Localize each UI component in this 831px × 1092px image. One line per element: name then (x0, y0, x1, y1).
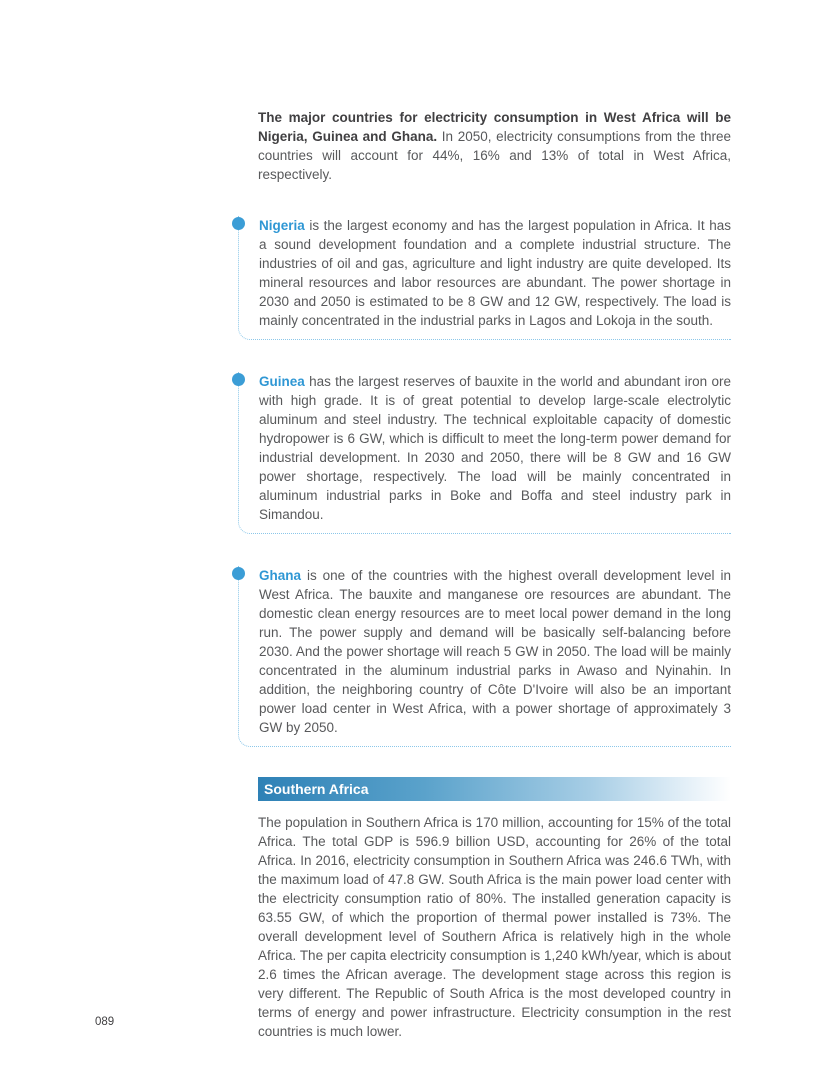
bullet-text-nigeria: is the largest economy and has the largest population in Africa. It has a sound development foundation and a complete industrial structure. The industries of oil and gas, agriculture and light industry are quite developed. Its mineral resources and labor resources are abundant. The power shortage in 2030 and 2050 is estimated to be 8 GW and 12 GW, respectively. The load is mainly concentrated in the industrial parks in Lagos and Lokoja in the south. (259, 218, 731, 328)
bullet-paragraph (259, 372, 731, 524)
intro-bold-text: The major countries for electricity consumption in West Africa will be Nigeria, Guinea and Ghana. (258, 110, 731, 144)
content-column (258, 108, 731, 1041)
country-name-guinea: Guinea (259, 374, 305, 389)
bullet-block-guinea (238, 372, 731, 534)
intro-paragraph (258, 108, 731, 184)
section-header-southern-africa: Southern Africa (258, 777, 731, 801)
bullet-block-ghana (238, 566, 731, 747)
bullet-dot-icon (232, 373, 245, 386)
bullet-text-ghana: is one of the countries with the highest overall development level in West Africa. The bauxite and manganese ore resources are abundant. The domestic clean energy resources are to meet local power demand in the long run. The power supply and demand will be basically self-balancing before 2030. And the power shortage will reach 5 GW in 2050. The load will be mainly concentrated in the aluminum industrial parks in Awaso and Nyinahin. In addition, the neighboring country of Côte D'Ivoire will also be an important power load center in West Africa, with a power shortage of approximately 3 GW by 2050. (259, 568, 731, 735)
intro-regular-text: In 2050, electricity consumptions from the three countries will account for 44%, 16% and 13% of total in West Africa, respectively. (258, 129, 732, 182)
bullet-paragraph (259, 216, 731, 330)
bullet-dot-icon (232, 567, 245, 580)
section-body-paragraph: The population in Southern Africa is 170 million, accounting for 15% of the total Africa. The total GDP is 596.9 billion USD, accounting for 26% of the total Africa. In 2016, electricity consumption in Southern Africa was 246.6 TWh, with the maximum load of 47.8 GW. South Africa is the main power load center with the electricity consumption ratio of 80%. The installed generation capacity is 63.55 GW, of which the proportion of thermal power installed is 73%. The overall development level of Southern Africa is relatively high in the whole Africa. The per capita electricity consumption is 1,240 kWh/year, which is about 2.6 times the African average. The development stage across this region is very different. The Republic of South Africa is the most developed country in terms of energy and power infrastructure. Electricity consumption in the rest countries is much lower. (258, 815, 731, 1039)
country-name-ghana: Ghana (259, 568, 302, 583)
bullet-text-guinea: has the largest reserves of bauxite in the world and abundant iron ore with high grade. It is of great potential to develop large-scale electrolytic aluminum and steel industry. The technical exploitable capacity of domestic hydropower is 6 GW, which is difficult to meet the long-term power demand for industrial development. In 2030 and 2050, there will be 8 GW and 16 GW power shortage, respectively. The load will be mainly concentrated in aluminum industrial parks in Boke and Boffa and steel industry park in Simandou. (259, 374, 731, 522)
bullet-paragraph (259, 566, 731, 737)
country-name-nigeria: Nigeria (259, 218, 305, 233)
bullet-block-nigeria (238, 216, 731, 340)
page-number: 089 (95, 1016, 115, 1028)
bullet-dot-icon (232, 217, 245, 230)
